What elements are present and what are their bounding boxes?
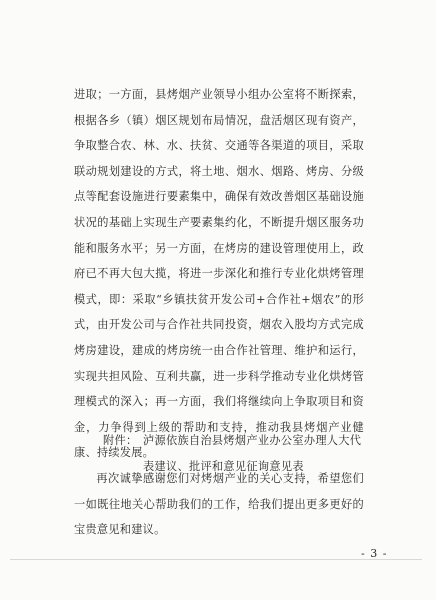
attachment-label: 附件： [103, 434, 138, 447]
page-bottom-edge [10, 559, 422, 560]
page-number: - 3 - [361, 547, 388, 560]
attachment-text: 泸源依族自治县烤烟产业办公室办理人大代表建议、批评和意见征询意见表 [143, 434, 362, 473]
attachment-note [103, 428, 365, 480]
body-paragraph-continuation: 进取；一方面，县烤烟产业领导小组办公室将不断探索，根据各乡（镇）烟区规划布局情况，盘活烟区现有资产，争取整合农、林、水、扶贫、交通等各渠道的项目，采取联动规划建设的方式，将土地、烟水、烟路、烤房、分级点等配套设施进行要素集中，确保有效改善烟区基础设施状况的基础上实现生产要素集约化，不断提升烟区服务功能和服务水平；另一方面，在烤房的建设管理使用上，政府已不再大包大揽，将进一步深化和推行专业化烘烤管理模式，即：采取“乡镇扶贫开发公司+合作社+烟农”的形式，由开发公司与合作社共同投资，烟农入股均方式完成烤房建设，建成的烤房统一由合作社管理、维护和运行，实现共担风险、互利共赢，进一步科学推动专业化烘烤管理模式的深入；再一方面，我们将继续向上争取项目和资金，力争得到上级的帮助和支持，推动我县烤烟产业健康、持续发展。 [74, 88, 364, 460]
body-paragraph-closing: 再次诚挚感谢您们对烤烟产业的关心支持，希望您们一如既往地关心帮助我们的工作，给我们提出更多更好的宝贵意见和建议。 [74, 471, 364, 537]
